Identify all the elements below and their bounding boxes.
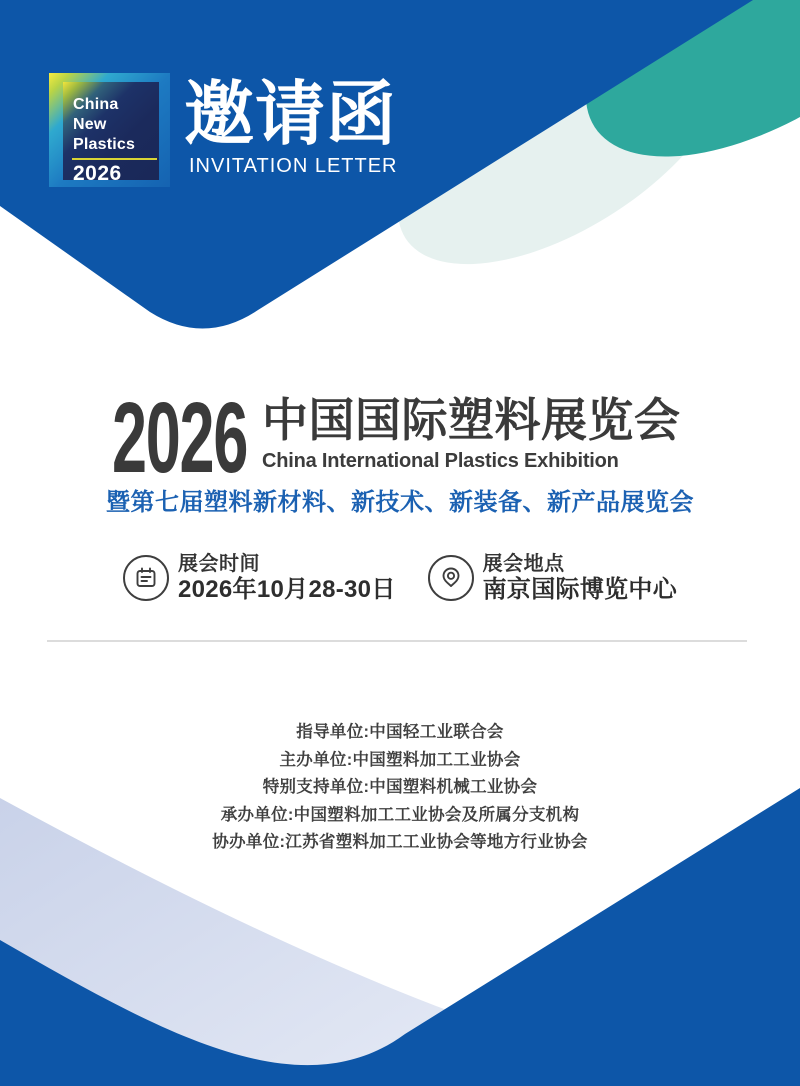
organizer-line: 协办单位:江苏省塑料加工工业协会等地方行业协会 — [212, 833, 588, 851]
event-time-texts — [178, 553, 396, 603]
location-pin-icon — [428, 555, 474, 601]
logo — [49, 73, 170, 187]
calendar-icon — [123, 555, 169, 601]
event-title-block — [0, 382, 800, 494]
event-subtitle: 暨第七届塑料新材料、新技术、新装备、新产品展览会 — [106, 489, 694, 516]
event-info-row — [0, 553, 800, 603]
event-location-label: 展会地点 — [482, 553, 565, 575]
event-title-zh: 中国国际塑料展览会 — [262, 394, 681, 446]
page-subtitle: INVITATION LETTER — [189, 155, 398, 177]
logo-word: New — [73, 116, 107, 133]
event-title-en: China International Plastics Exhibition — [262, 450, 619, 472]
event-location-value: 南京国际博览中心 — [482, 576, 678, 603]
organizer-line: 特别支持单位:中国塑料机械工业协会 — [262, 778, 538, 796]
logo-word: Plastics — [73, 136, 136, 153]
divider-line — [47, 640, 747, 642]
logo-divider-line — [72, 158, 157, 160]
event-location-texts — [483, 553, 677, 603]
event-time-item — [123, 553, 396, 603]
logo-inner-panel — [63, 82, 159, 185]
event-time-value: 2026年10月28-30日 — [177, 576, 396, 603]
logo-year: 2026 — [73, 162, 122, 185]
organizer-line: 承办单位:中国塑料加工工业协会及所属分支机构 — [220, 805, 580, 824]
organizer-line: 主办单位:中国塑料加工工业协会 — [279, 750, 521, 769]
event-location-item — [428, 553, 677, 603]
footer-wave-shape — [0, 766, 800, 1086]
event-time-label: 展会时间 — [177, 553, 260, 575]
event-year: 2026 — [112, 382, 248, 494]
logo-word: China — [73, 96, 119, 113]
page-title: 邀请函 — [184, 75, 397, 153]
organizer-line: 指导单位:中国轻工业联合会 — [296, 723, 504, 741]
